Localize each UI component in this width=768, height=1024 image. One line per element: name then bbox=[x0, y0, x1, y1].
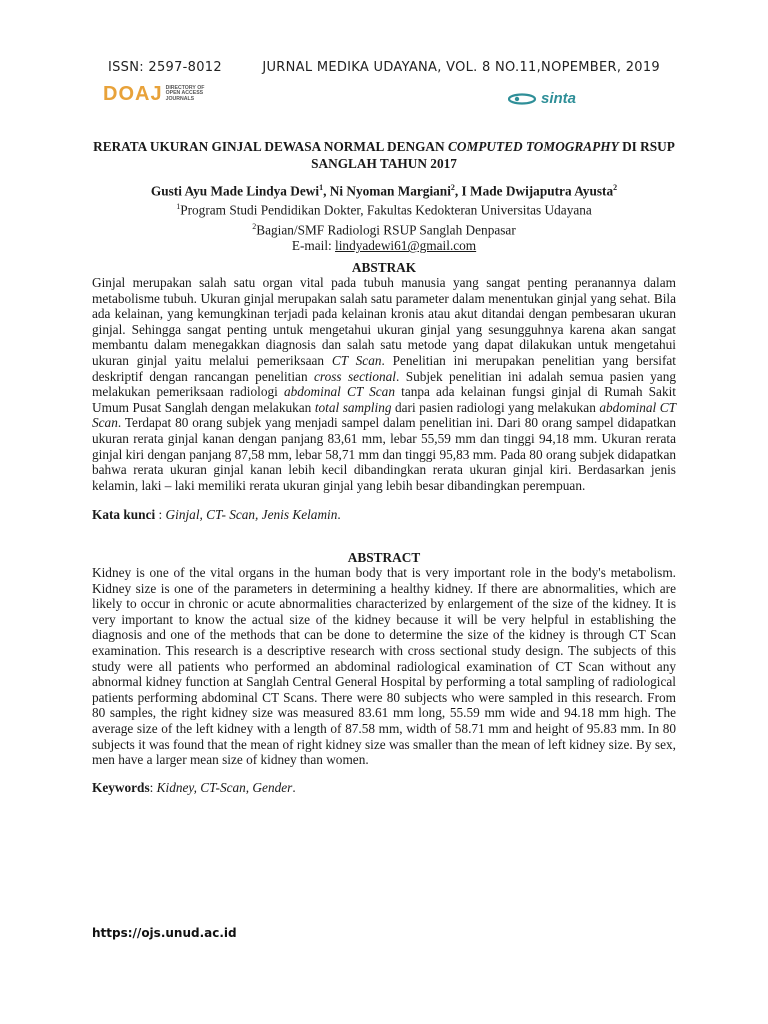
sinta-logo-word: sinta bbox=[541, 90, 577, 107]
issn-label: ISSN: 2597-8012 bbox=[108, 60, 222, 75]
abstrak-heading: ABSTRAK bbox=[351, 260, 417, 275]
email-line: E-mail: lindyadewi61@gmail.com bbox=[291, 238, 477, 254]
abstract-heading: ABSTRACT bbox=[347, 550, 421, 565]
journal-label: JURNAL MEDIKA UDAYANA, VOL. 8 NO.11,NOPEMBER, 2019 bbox=[262, 60, 660, 75]
affiliation-2: $^2$Bagian/SMF Radiologi RSUP Sanglah Denpasar bbox=[252, 221, 516, 238]
kata-kunci-line: Kata kunci : Ginjal, CT- Scan, Jenis Kelamin. bbox=[92, 507, 341, 522]
email-link[interactable]: lindyadewi61@gmail.com bbox=[335, 238, 477, 254]
abstract-body: Kidney is one of the vital organs in the human body that is very important role in the body's metabolism. Kidney size is one of the parameters in determining a healthy kidney. If there are abnormalities, which are likely to occur in chronic or acute abnormalities characterized by enlargement of the size of the kidney. It is very important to know the actual size of the kidney because it will be very helpful in establishing the diagnosis and one of the methods that can be done to determine the size of the kidney is through CT Scan examination. This research is a descriptive research with cross sectional study design. The subjects of this study were all patients who performed an abdominal radiological examination of CT Scan without any abnormal kidney function at Sanglah Central General Hospital by performing a total sampling of radiological patients performing abdominal CT Scans. There were 80 subjects who were sampled in this research. From 80 samples, the right kidney size was measured 83.61 mm long, 55.59 mm wide and 94.18 mm high. The average size of the left kidney with a length of 87.58 mm, width of 58.71 mm and height of 95.83 mm. In 80 subjects it was found that the mean of right kidney size was smaller than the mean of left kidney size. By sex, men have a larger mean size of kidney than women. bbox=[92, 565, 676, 768]
author-block bbox=[90, 180, 678, 254]
author-names: Gusti Ayu Made Lindya Dewi$^1$, Ni Nyoman Margiani$^2$, I Made Dwijaputra Ayusta$^2$ bbox=[150, 183, 618, 199]
doaj-logo-word: DOAJ bbox=[103, 83, 163, 105]
doaj-logo bbox=[103, 84, 204, 104]
sinta-logo bbox=[508, 90, 576, 107]
article-title: RERATA UKURAN GINJAL DEWASA NORMAL DENGAN COMPUTED TOMOGRAPHY DI RSUP SANGLAH TAHUN 2017 bbox=[93, 139, 675, 171]
keywords-line: Keywords: Kidney, CT-Scan, Gender. bbox=[92, 780, 296, 795]
abstrak-body: Ginjal merupakan salah satu organ vital pada tubuh manusia yang sangat penting peranannya dalam metabolisme tubuh. Ukuran ginjal merupakan salah satu parameter dalam menentukan ginjal yang sehat. Bila ada kelainan, yang kemungkinan terjadi pada kelainan kronis atau akut ditandai dengan pembesaran ukuran ginjal. Sehingga sangat penting untuk mengetahui ukuran ginjal yang sesungguhnya karena akan sangat membantu dalam menegakkan diagnosis dan salah satu metode yang dapat dilakukan untuk mengetahui ukuran ginjal yaitu melalui pemeriksaan CT Scan. Penelitian ini merupakan penelitian yang bersifat deskriptif dengan rancangan penelitian cross sectional. Subjek penelitian ini adalah semua pasien yang melakukan pemeriksaan radiologi abdominal CT Scan tanpa ada kelainan fungsi ginjal di Rumah Sakit Umum Pusat Sanglah dengan melakukan total sampling dari pasien radiologi yang melakukan abdominal CT Scan. Terdapat 80 orang subjek yang menjadi sampel dalam penelitian ini. Dari 80 orang sampel didapatkan ukuran rerata ginjal kanan dengan panjang 83,61 mm, lebar 55,59 mm dan tinggi 94,18 mm. Ukuran rerata ginjal kiri dengan panjang 87,58 mm, lebar 58,71 mm dan tinggi 95,83 mm. Pada 80 orang subjek didapatkan bahwa rerata ukuran ginjal kanan lebih kecil dibandingkan rerata ukuran ginjal kiri. Berdasarkan jenis kelamin, laki – laki memiliki rerata ukuran ginjal yang lebih besar dibandingkan perempuan. bbox=[92, 275, 677, 493]
affiliation-1: $^1$Program Studi Pendidikan Dokter, Fakultas Kedokteran Universitas Udayana bbox=[176, 202, 592, 218]
running-header bbox=[108, 60, 660, 75]
sinta-swoosh-icon bbox=[508, 93, 538, 105]
footer-url-link[interactable]: https://ojs.unud.ac.id bbox=[92, 926, 237, 940]
doaj-logo-subtitle: DIRECTORY OF OPEN ACCESS JOURNALS bbox=[165, 84, 205, 102]
